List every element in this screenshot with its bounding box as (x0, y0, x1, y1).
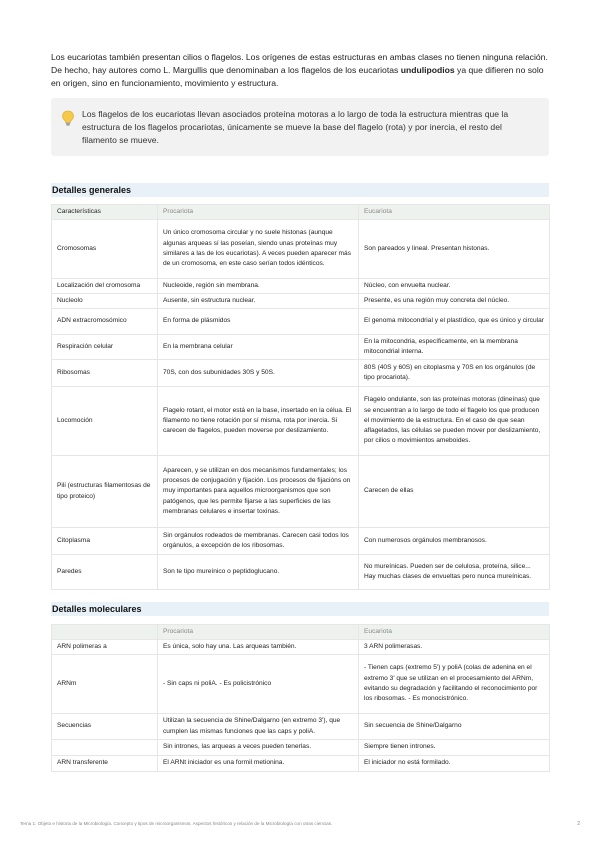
row-label: Citoplasma (52, 528, 158, 555)
table-row (52, 555, 550, 590)
header-eukaryote: Eucariota (359, 205, 550, 220)
eukaryote-cell: Sin secuencia de Shine/Dalgarno (359, 714, 550, 740)
eukaryote-cell: Núcleo, con envuelta nuclear. (359, 279, 550, 294)
row-label: Localización del cromosoma (52, 279, 158, 294)
eukaryote-cell: 80S (40S y 60S) en citoplasma y 70S en los orgánulos (de tipo procariota). (359, 360, 550, 387)
table-row (52, 756, 550, 772)
row-label: ADN extracromosómico (52, 309, 158, 335)
table-row (52, 387, 550, 456)
header-empty (52, 625, 158, 640)
row-label: Locomoción (52, 387, 158, 456)
prokaryote-cell: Un único cromosoma circular y no suele histonas (aunque algunas arqueas sí las poseían, siendo unas proteínas muy similares a las de los eucariotas). A veces pueden aparecer más de un cromosoma, en este caso serían todos idénticos. (158, 220, 359, 279)
header-prokaryote: Procariota (158, 205, 359, 220)
table-row (52, 640, 550, 655)
header-eukaryote: Eucariota (359, 625, 550, 640)
table-row (52, 309, 550, 335)
table-row (52, 714, 550, 740)
prokaryote-cell: Es única, solo hay una. Las arqueas también. (158, 640, 359, 655)
prokaryote-cell: Ausente, sin estructura nuclear. (158, 294, 359, 309)
table-row (52, 335, 550, 360)
row-label: ARN transferente (52, 756, 158, 772)
header-prokaryote: Procariota (158, 625, 359, 640)
prokaryote-cell: Son te tipo mureínico o peptidoglucano. (158, 555, 359, 590)
table-row (52, 740, 550, 756)
row-label: Paredes (52, 555, 158, 590)
prokaryote-cell: En forma de plásmidos (158, 309, 359, 335)
prokaryote-cell: En la membrana celular (158, 335, 359, 360)
prokaryote-cell: 70S, con dos subunidades 30S y 50S. (158, 360, 359, 387)
table-header-row (52, 625, 550, 640)
callout-text: Los flagelos de los eucariotas llevan asociados proteína motoras a lo largo de toda la estructura mientras que la estructura de los flagelos procariotas, únicamente se mueve la base del flagelo (rota) y por inercia, el resto del filamento se mueve. (82, 109, 509, 146)
table-row (52, 456, 550, 528)
eukaryote-cell: El iniciador no está formilado. (359, 756, 550, 772)
section-title-general: Detalles generales (51, 183, 549, 197)
row-label: Cromosomas (52, 220, 158, 279)
table-row (52, 528, 550, 555)
prokaryote-cell: Nucleoide, región sin membrana. (158, 279, 359, 294)
eukaryote-cell: En la mitocondria, específicamente, en la membrana mitocondrial interna. (359, 335, 550, 360)
row-label: ARNm (52, 655, 158, 714)
intro-text-before: Los eucariotas también presentan cilios o flagelos. Los orígenes de estas estructuras en ambas clases no tienen ninguna relación. De hecho, hay autores como L. Margullis que denominaban a los flagelos de los eucariotas (51, 52, 548, 76)
lightbulb-icon (61, 110, 75, 126)
row-label: Secuencias (52, 714, 158, 740)
table-row (52, 279, 550, 294)
eukaryote-cell: - Tienen caps (extremo 5') y poliA (colas de adenina en el extremo 3' que se utilizan en el procesamiento del ARNm, evitando su degradación y facilitando el reconocimiento por los ribosomas. - Es monocistrónico. (359, 655, 550, 714)
eukaryote-cell: Son pareados y lineal. Presentan histonas. (359, 220, 550, 279)
prokaryote-cell: Utilizan la secuencia de Shine/Dalgarno (en extremo 3'), que cumplen las mismas funciones que las caps y poliA. (158, 714, 359, 740)
prokaryote-cell: Sin orgánulos rodeados de membranas. Carecen casi todos los orgánulos, a excepción de los ribosomas. (158, 528, 359, 555)
header-characteristics: Características (52, 205, 158, 220)
page-footer: Tema 1: Objeto e historia de la Microbiología. Concepto y tipos de microorganismos. Aspectos históricos y relación de la Microbiología con otras ciencias. (20, 821, 333, 826)
prokaryote-cell: Aparecen, y se utilizan en dos mecanismos fundamentales; los procesos de conjugación y fijación. Los procesos de fijacións on muy importantes para aquellos microorganismos que son patógenos, que les permite fijarse a las superficies de las membranas celulares e insertar toxinas. (158, 456, 359, 528)
intro-text-after: ya que difieren no solo en origen, sino en funcionamiento, movimiento y estructura. (51, 65, 544, 89)
eukaryote-cell: Con numerosos orgánulos membranosos. (359, 528, 550, 555)
intro-bold-term: undulipodios (400, 65, 455, 76)
page-number: 2 (577, 821, 580, 827)
table-row (52, 655, 550, 714)
info-callout (51, 98, 549, 156)
eukaryote-cell: 3 ARN polimerasas. (359, 640, 550, 655)
molecular-details-table (51, 624, 550, 772)
eukaryote-cell: Flagelo ondulante, son las proteínas motoras (dineínas) que se encuentran a lo largo de todo el flagelo los que producen el movimiento de la estructura. En el caso de que sean aflagelados, las células se pueden mover por deslizamiento, por cilios o movimientos ameboides. (359, 387, 550, 456)
row-label (52, 740, 158, 756)
prokaryote-cell: El ARNt iniciador es una formil metionina. (158, 756, 359, 772)
eukaryote-cell: Carecen de ellas (359, 456, 550, 528)
eukaryote-cell: No mureínicas. Pueden ser de celulosa, proteína, silice... Hay muchas clases de envueltas pero nunca mureínicas. (359, 555, 550, 590)
row-label: ARN polimeras a (52, 640, 158, 655)
row-label: Pili (estructuras filamentosas de tipo proteico) (52, 456, 158, 528)
prokaryote-cell: Sin intrones, las arqueas a veces pueden tenerlas. (158, 740, 359, 756)
prokaryote-cell: Flagelo rotant, el motor está en la base, insertado en la célua. El filamento no tiene rotación por sí misma, rota por inercia. Si carecen de flagelos, pueden moverse por deslizamiento. (158, 387, 359, 456)
table-row (52, 294, 550, 309)
eukaryote-cell: Siempre tienen intrones. (359, 740, 550, 756)
table-row (52, 220, 550, 279)
row-label: Nucleolo (52, 294, 158, 309)
intro-paragraph (51, 51, 551, 91)
general-details-table (51, 204, 550, 590)
prokaryote-cell: - Sin caps ni poliA. - Es policistrónico (158, 655, 359, 714)
table-header-row (52, 205, 550, 220)
table-row (52, 360, 550, 387)
section-title-molecular: Detalles moleculares (51, 602, 549, 616)
row-label: Respiración celular (52, 335, 158, 360)
eukaryote-cell: El genoma mitocondrial y el plastídico, que es único y circular (359, 309, 550, 335)
row-label: Ribosomas (52, 360, 158, 387)
eukaryote-cell: Presente, es una región muy concreta del núcleo. (359, 294, 550, 309)
